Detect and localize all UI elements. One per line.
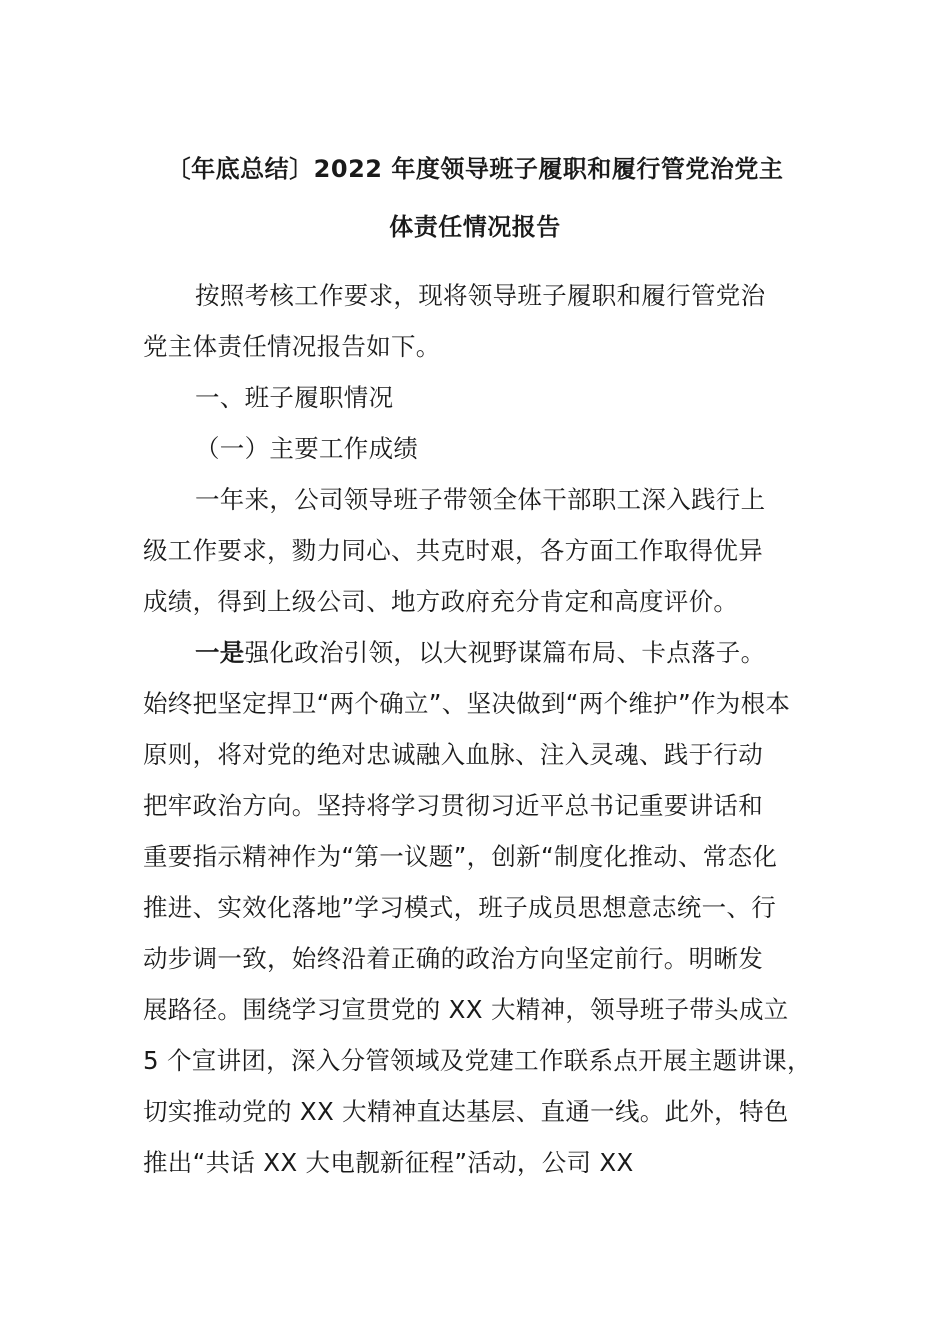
body-line: 党主体责任情况报告如下。: [143, 332, 441, 361]
body-line: 推进、实效化落地”学习模式，班子成员思想意志统一、行: [143, 893, 776, 922]
body-line: 重要指示精神作为“第一议题”，创新“制度化推动、常态化: [143, 842, 778, 871]
body-line: [143, 627, 818, 678]
title-line-1: 〔年底总结〕2022 年度领导班子履职和履行管党治党主: [166, 155, 784, 183]
body-line-text: 强化政治引领，以大视野谋篇布局、卡点落子。: [244, 638, 766, 667]
body-line: 一年来，公司领导班子带领全体干部职工深入践行上: [195, 485, 766, 514]
subsection-heading: （一）主要工作成绩: [195, 434, 419, 463]
body-line: 成绩，得到上级公司、地方政府充分肯定和高度评价。: [143, 587, 739, 616]
body-line: 把牢政治方向。坚持将学习贯彻习近平总书记重要讲话和: [143, 791, 763, 820]
body-line: 切实推动党的 XX 大精神直达基层、直通一线。此外，特色: [143, 1097, 789, 1126]
document-title: [120, 140, 830, 256]
body-line: 原则，将对党的绝对忠诚融入血脉、注入灵魂、践于行动: [143, 740, 763, 769]
document-body: [143, 270, 818, 1188]
body-line: 动步调一致，始终沿着正确的政治方向坚定前行。明晰发: [143, 944, 763, 973]
bold-prefix: 一是: [195, 638, 245, 667]
section-heading: 一、班子履职情况: [195, 383, 394, 412]
body-line: 展路径。围绕学习宣贯党的 XX 大精神，领导班子带头成立: [143, 995, 789, 1024]
body-line: 推出“共话 XX 大电靓新征程”活动，公司 XX: [143, 1148, 634, 1177]
body-line: 按照考核工作要求，现将领导班子履职和履行管党治: [195, 281, 766, 310]
body-line: 5 个宣讲团，深入分管领域及党建工作联系点开展主题讲课，: [143, 1046, 812, 1075]
title-line-2: 体责任情况报告: [389, 213, 561, 241]
body-line: 始终把坚定捍卫“两个确立”、坚决做到“两个维护”作为根本: [143, 689, 791, 718]
body-line: 级工作要求，勠力同心、共克时艰，各方面工作取得优异: [143, 536, 763, 565]
